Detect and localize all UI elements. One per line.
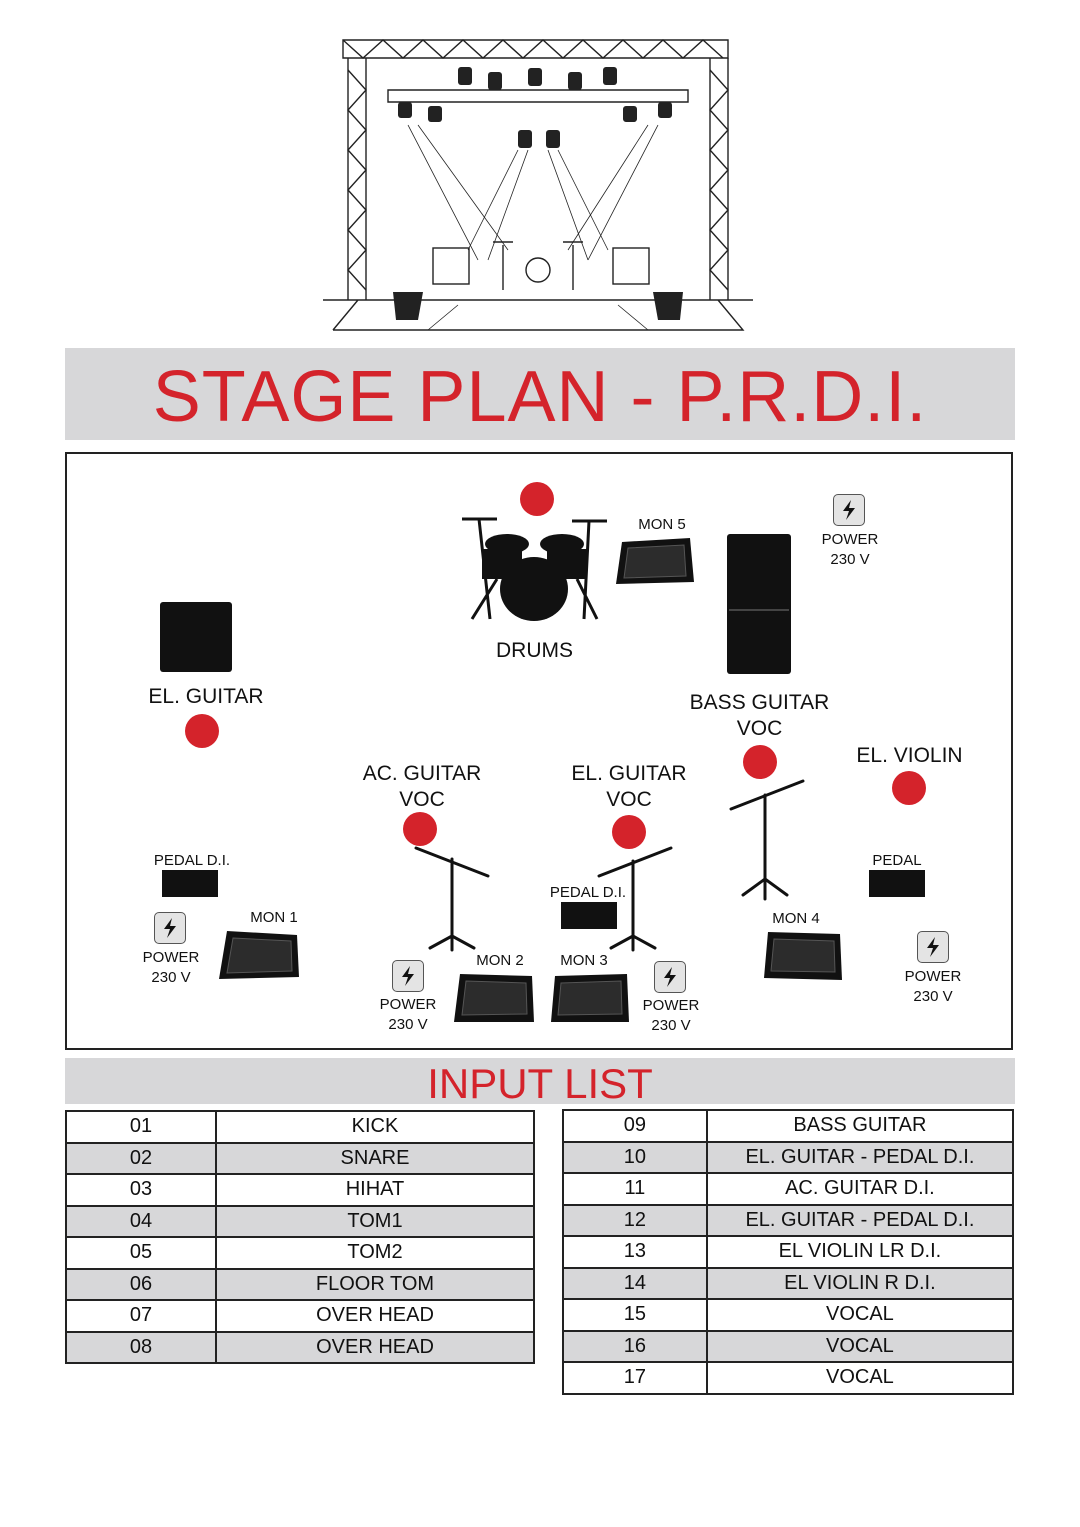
monitor-4-icon <box>762 928 844 984</box>
input-row <box>563 1299 1013 1331</box>
pedal-di-left-label: PEDAL D.I. <box>153 852 231 869</box>
mon-1-label: MON 1 <box>250 909 298 926</box>
input-list-table-left <box>65 1110 535 1364</box>
input-source: EL. GUITAR - PEDAL D.I. <box>707 1205 1013 1237</box>
power-voltage: 230 V <box>913 988 953 1005</box>
power-label: POWER <box>821 531 879 548</box>
drum-kit-icon <box>452 509 617 624</box>
input-source: EL. GUITAR - PEDAL D.I. <box>707 1142 1013 1174</box>
el-violin-position-marker <box>892 771 926 805</box>
power-outlet-icon <box>833 494 865 526</box>
power-voltage: 230 V <box>651 1017 691 1034</box>
power-outlet-icon <box>654 961 686 993</box>
bass-guitar-label: BASS GUITAR <box>689 691 830 714</box>
input-row <box>66 1111 534 1143</box>
input-number: 15 <box>563 1299 707 1331</box>
input-source: VOCAL <box>707 1331 1013 1363</box>
ac-guitar-label: AC. GUITAR <box>362 762 482 785</box>
bass-cabinet-divider <box>729 609 789 611</box>
input-row <box>66 1237 534 1269</box>
input-source: TOM2 <box>216 1237 534 1269</box>
input-source: BASS GUITAR <box>707 1110 1013 1142</box>
power-voltage: 230 V <box>388 1016 428 1033</box>
input-row <box>66 1269 534 1301</box>
drums-label: DRUMS <box>496 639 573 662</box>
stage-plan-area <box>65 452 1013 1050</box>
monitor-5-icon <box>614 536 696 586</box>
input-row <box>563 1331 1013 1363</box>
input-number: 14 <box>563 1268 707 1300</box>
input-row <box>563 1268 1013 1300</box>
input-row <box>563 1205 1013 1237</box>
pedal-di-center <box>561 902 617 929</box>
mon-3-label: MON 3 <box>560 952 608 969</box>
power-outlet-icon <box>154 912 186 944</box>
ac-guitar-position-marker <box>403 812 437 846</box>
input-number: 08 <box>66 1332 216 1364</box>
input-row <box>66 1206 534 1238</box>
power-outlet-icon <box>917 931 949 963</box>
pedal-di-center-label: PEDAL D.I. <box>549 884 627 901</box>
page-title: STAGE PLAN - P.R.D.I. <box>152 357 928 437</box>
guitar-amp <box>160 602 232 672</box>
power-label: POWER <box>642 997 700 1014</box>
input-number: 01 <box>66 1111 216 1143</box>
pedal-right-label: PEDAL <box>872 852 922 869</box>
input-list-title: INPUT LIST <box>427 1060 653 1107</box>
drums-position-marker <box>520 482 554 516</box>
power-label: POWER <box>142 949 200 966</box>
input-number: 09 <box>563 1110 707 1142</box>
input-number: 06 <box>66 1269 216 1301</box>
input-number: 12 <box>563 1205 707 1237</box>
input-list-banner <box>65 1058 1015 1107</box>
input-source: OVER HEAD <box>216 1332 534 1364</box>
power-label: POWER <box>379 996 437 1013</box>
power-outlet-icon <box>392 960 424 992</box>
input-source: VOCAL <box>707 1299 1013 1331</box>
input-number: 16 <box>563 1331 707 1363</box>
power-label: POWER <box>904 968 962 985</box>
input-list-table-right <box>562 1109 1014 1395</box>
input-number: 07 <box>66 1300 216 1332</box>
input-source: KICK <box>216 1111 534 1143</box>
monitor-1-icon <box>217 927 302 982</box>
power-voltage: 230 V <box>830 551 870 568</box>
input-source: TOM1 <box>216 1206 534 1238</box>
bass-voc-label: VOC <box>736 717 783 740</box>
input-row <box>563 1236 1013 1268</box>
input-number: 05 <box>66 1237 216 1269</box>
mon-2-label: MON 2 <box>476 952 524 969</box>
el-violin-label: EL. VIOLIN <box>856 744 963 767</box>
ac-guitar-voc-label: VOC <box>399 788 445 811</box>
power-voltage: 230 V <box>151 969 191 986</box>
input-row <box>563 1173 1013 1205</box>
input-number: 11 <box>563 1173 707 1205</box>
pedal-right <box>869 870 925 897</box>
el-guitar-voc-position-marker <box>612 815 646 849</box>
input-row <box>66 1174 534 1206</box>
input-source: SNARE <box>216 1143 534 1175</box>
pedal-di-left <box>162 870 218 897</box>
input-row <box>563 1110 1013 1142</box>
input-number: 04 <box>66 1206 216 1238</box>
input-source: FLOOR TOM <box>216 1269 534 1301</box>
input-row <box>66 1143 534 1175</box>
input-row <box>66 1300 534 1332</box>
mic-stand-icon <box>412 844 492 954</box>
mon-4-label: MON 4 <box>772 910 820 927</box>
mic-stand-icon <box>727 779 807 904</box>
input-source: EL VIOLIN LR D.I. <box>707 1236 1013 1268</box>
el-guitar-position-marker <box>185 714 219 748</box>
mon-5-label: MON 5 <box>638 516 686 533</box>
input-row <box>563 1142 1013 1174</box>
input-source: HIHAT <box>216 1174 534 1206</box>
bass-position-marker <box>743 745 777 779</box>
input-row <box>563 1362 1013 1394</box>
input-source: OVER HEAD <box>216 1300 534 1332</box>
stage-illustration <box>318 30 758 340</box>
input-number: 02 <box>66 1143 216 1175</box>
input-row <box>66 1332 534 1364</box>
el-guitar-voc-voc-label: VOC <box>606 788 652 811</box>
bass-cabinet <box>727 534 791 674</box>
input-number: 10 <box>563 1142 707 1174</box>
el-guitar-voc-label: EL. GUITAR <box>571 762 687 785</box>
el-guitar-label: EL. GUITAR <box>148 685 264 708</box>
monitor-3-icon <box>549 970 631 1026</box>
input-number: 17 <box>563 1362 707 1394</box>
title-banner <box>65 348 1015 440</box>
input-number: 03 <box>66 1174 216 1206</box>
input-source: VOCAL <box>707 1362 1013 1394</box>
input-source: AC. GUITAR D.I. <box>707 1173 1013 1205</box>
input-source: EL VIOLIN R D.I. <box>707 1268 1013 1300</box>
input-number: 13 <box>563 1236 707 1268</box>
monitor-2-icon <box>452 970 537 1026</box>
